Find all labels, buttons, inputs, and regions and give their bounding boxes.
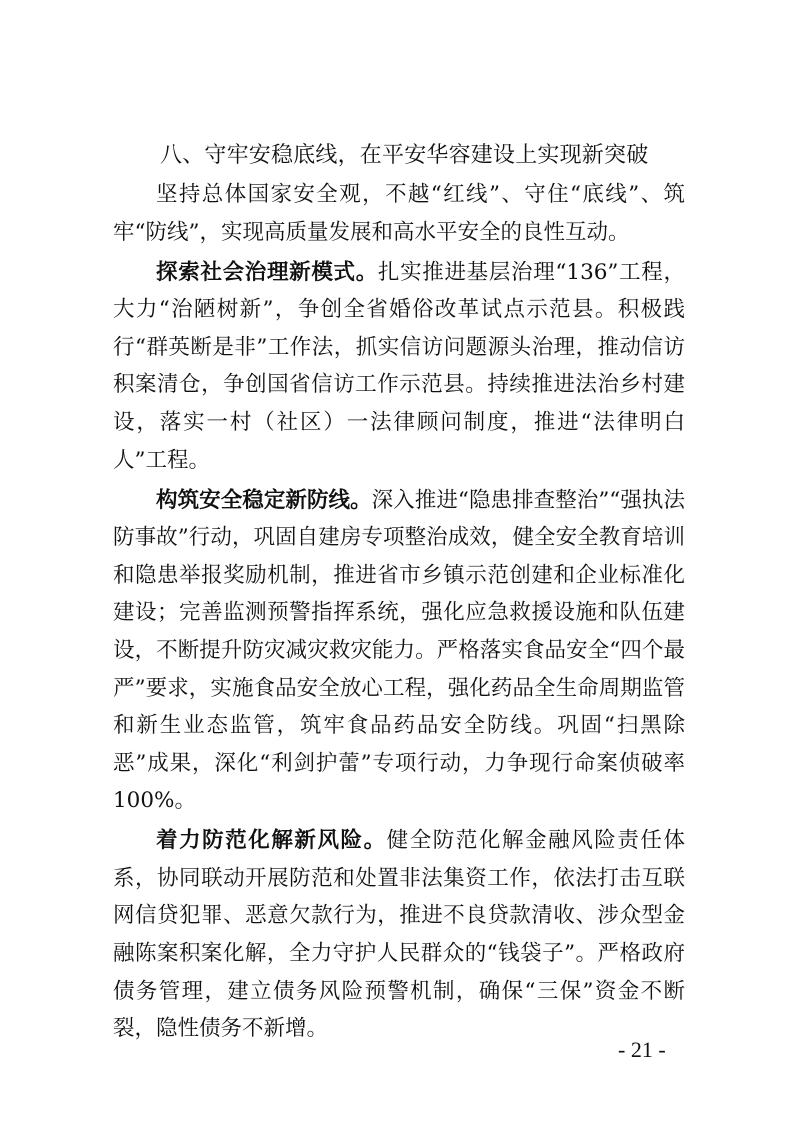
section-heading: 八、守牢安稳底线，在平安华容建设上实现新突破 bbox=[160, 143, 649, 168]
paragraph-text: 坚持总体国家安全观，不越“红线”、守住“底线”、筑牢“防线”，实现高质量发展和高水平安全的良性互动。 bbox=[113, 182, 685, 245]
paragraph-lead: 着力防范化解新风险。 bbox=[156, 828, 387, 854]
page-number: - 21 - bbox=[618, 1037, 666, 1062]
paragraph-text: 健全防范化解金融风险责任体系，协同联动开展防范和处置非法集资工作，依法打击互联网信贷犯罪、恶意欠款行为，推进不良贷款清收、涉众型金融陈案积案化解，全力守护人民群众的“钱袋子”。严格政府债务管理，建立债务风险预警机制，确保“三保”资金不断裂，隐性债务不新增。 bbox=[113, 828, 685, 1042]
paragraph-intro bbox=[113, 176, 685, 251]
paragraph-text: 扎实推进基层治理“136”工程，大力“治陋树新”，争创全省婚俗改革试点示范县。积极践行“群英断是非”工作法，抓实信访问题源头治理，推动信访积案清仓，争创国省信访工作示范县。持续推进法治乡村建设，落实一村（社区）一法律顾问制度，推进“法律明白人”工程。 bbox=[113, 259, 685, 473]
paragraph-lead: 构筑安全稳定新防线。 bbox=[156, 487, 372, 513]
paragraph-text: 深入推进“隐患排查整治”“强执法防事故”行动，巩固自建房专项整治成效，健全安全教育培训和隐患举报奖励机制，推进省市乡镇示范创建和企业标准化建设；完善监测预警指挥系统，强化应急救援设施和队伍建设，不断提升防灾减灾救灾能力。严格落实食品安全“四个最严”要求，实施食品安全放心工程，强化药品全生命周期监管和新生业态监管，筑牢食品药品安全防线。巩固“扫黑除恶”成果，深化“利剑护蕾”专项行动，力争现行命案侦破率100%。 bbox=[113, 487, 685, 814]
paragraph-risk-prevention bbox=[113, 822, 685, 1048]
body-text bbox=[113, 176, 685, 1048]
paragraph-safety-defense bbox=[113, 482, 685, 820]
paragraph-social-governance bbox=[113, 254, 685, 480]
paragraph-lead: 探索社会治理新模式。 bbox=[156, 259, 378, 285]
